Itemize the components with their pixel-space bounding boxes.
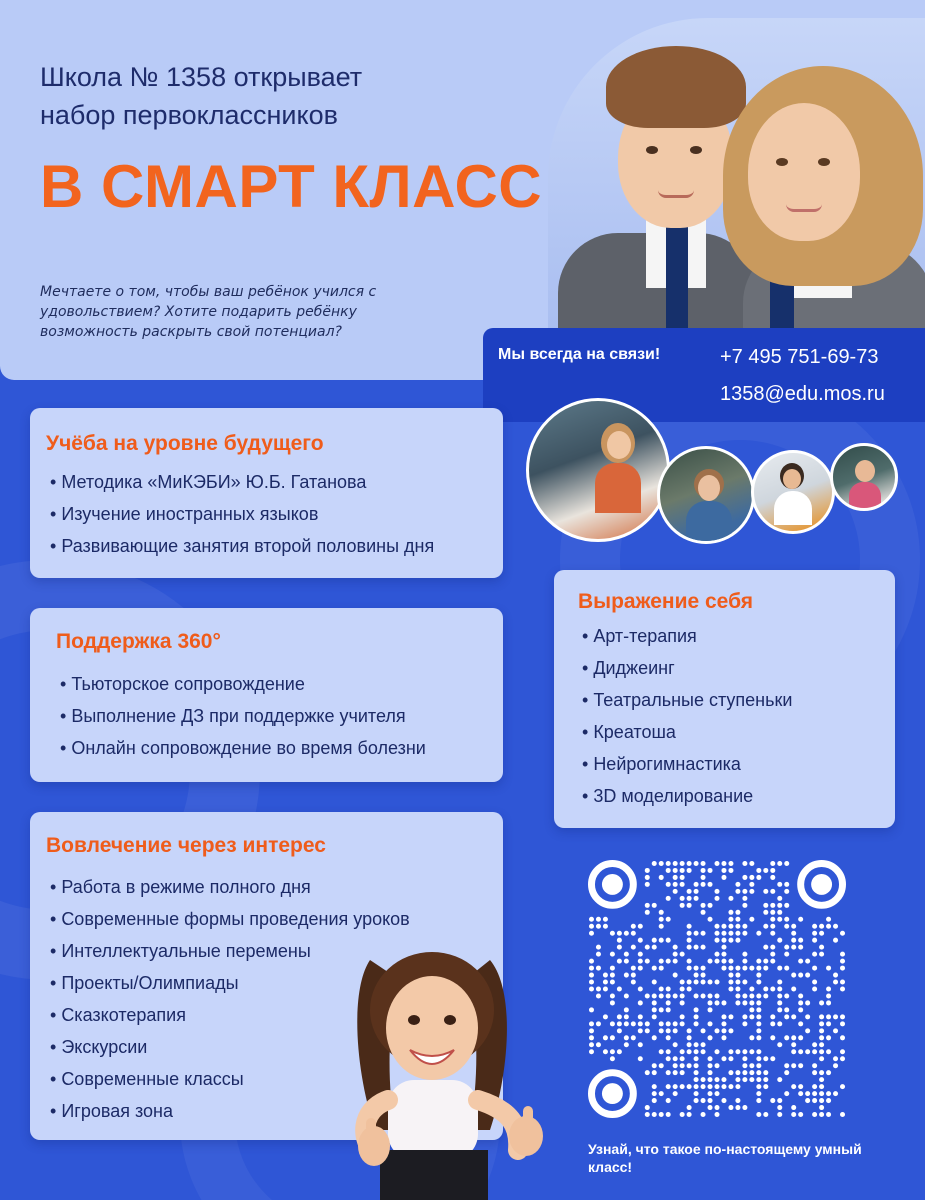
card-list [60,668,426,764]
girl-photo [330,950,560,1200]
headline-line: Школа № 1358 открывает [40,62,363,92]
list-item: • Работа в режиме полного дня [50,871,410,903]
list-item: • Креатоша [582,716,792,748]
list-item: • Выполнение ДЗ при поддержке учителя [60,700,426,732]
list-item: • Сказкотерапия [50,999,410,1031]
list-item: • Игровая зона [50,1095,410,1127]
list-item: • Театральные ступеньки [582,684,792,716]
qr-code[interactable] [588,860,846,1118]
feature-card [30,608,503,782]
list-item: • Современные формы проведения уроков [50,903,410,935]
classroom-photo [751,450,835,534]
list-item: • Методика «МиКЭБИ» Ю.Б. Гатанова [50,466,434,498]
card-title: Вовлечение через интерес [46,834,326,857]
list-item: • Проекты/Олимпиады [50,967,410,999]
classroom-photo [657,446,755,544]
email-address[interactable]: 1358@edu.mos.ru [720,383,885,405]
list-item: • Изучение иностранных языков [50,498,434,530]
classroom-photo [526,398,670,542]
list-item: • Арт-терапия [582,620,792,652]
list-item: • Тьюторское сопровождение [60,668,426,700]
phone-number[interactable]: +7 495 751-69-73 [720,346,879,368]
card-title: Учёба на уровне будущего [46,432,324,455]
classroom-photo [830,443,898,511]
feature-card [30,408,503,578]
card-list [50,466,434,562]
headline-line: набор первоклассников [40,100,338,130]
intro-text: Мечтаете о том, чтобы ваш ребёнок учился с удовольствием? Хотите подарить ребёнку возможность раскрыть свой потенциал? [40,284,377,340]
girl-illustration [330,950,560,1200]
qr-finder-dot [811,874,832,895]
qr-finder-dot [602,874,623,895]
list-item: • Интеллектуальные перемены [50,935,410,967]
feature-card [554,570,895,828]
qr-finder-dot [602,1083,623,1104]
list-item: • Нейрогимнастика [582,748,792,780]
list-item: • Диджеинг [582,652,792,684]
list-item: • Современные классы [50,1063,410,1095]
page-title: В СМАРТ КЛАСС [40,153,543,220]
contact-box [483,328,925,422]
card-title: Выражение себя [578,590,754,613]
contact-label: Мы всегда на связи! [498,346,661,363]
headline [40,58,362,134]
list-item: • 3D моделирование [582,780,792,812]
list-item: • Экскурсии [50,1031,410,1063]
children-photo [548,18,925,348]
list-item: • Онлайн сопровождение во время болезни [60,732,426,764]
card-list [582,620,792,812]
qr-caption: Узнай, что такое по-настоящему умный класс! [588,1141,862,1175]
list-item: • Развивающие занятия второй половины дня [50,530,434,562]
card-title: Поддержка 360° [56,630,221,653]
